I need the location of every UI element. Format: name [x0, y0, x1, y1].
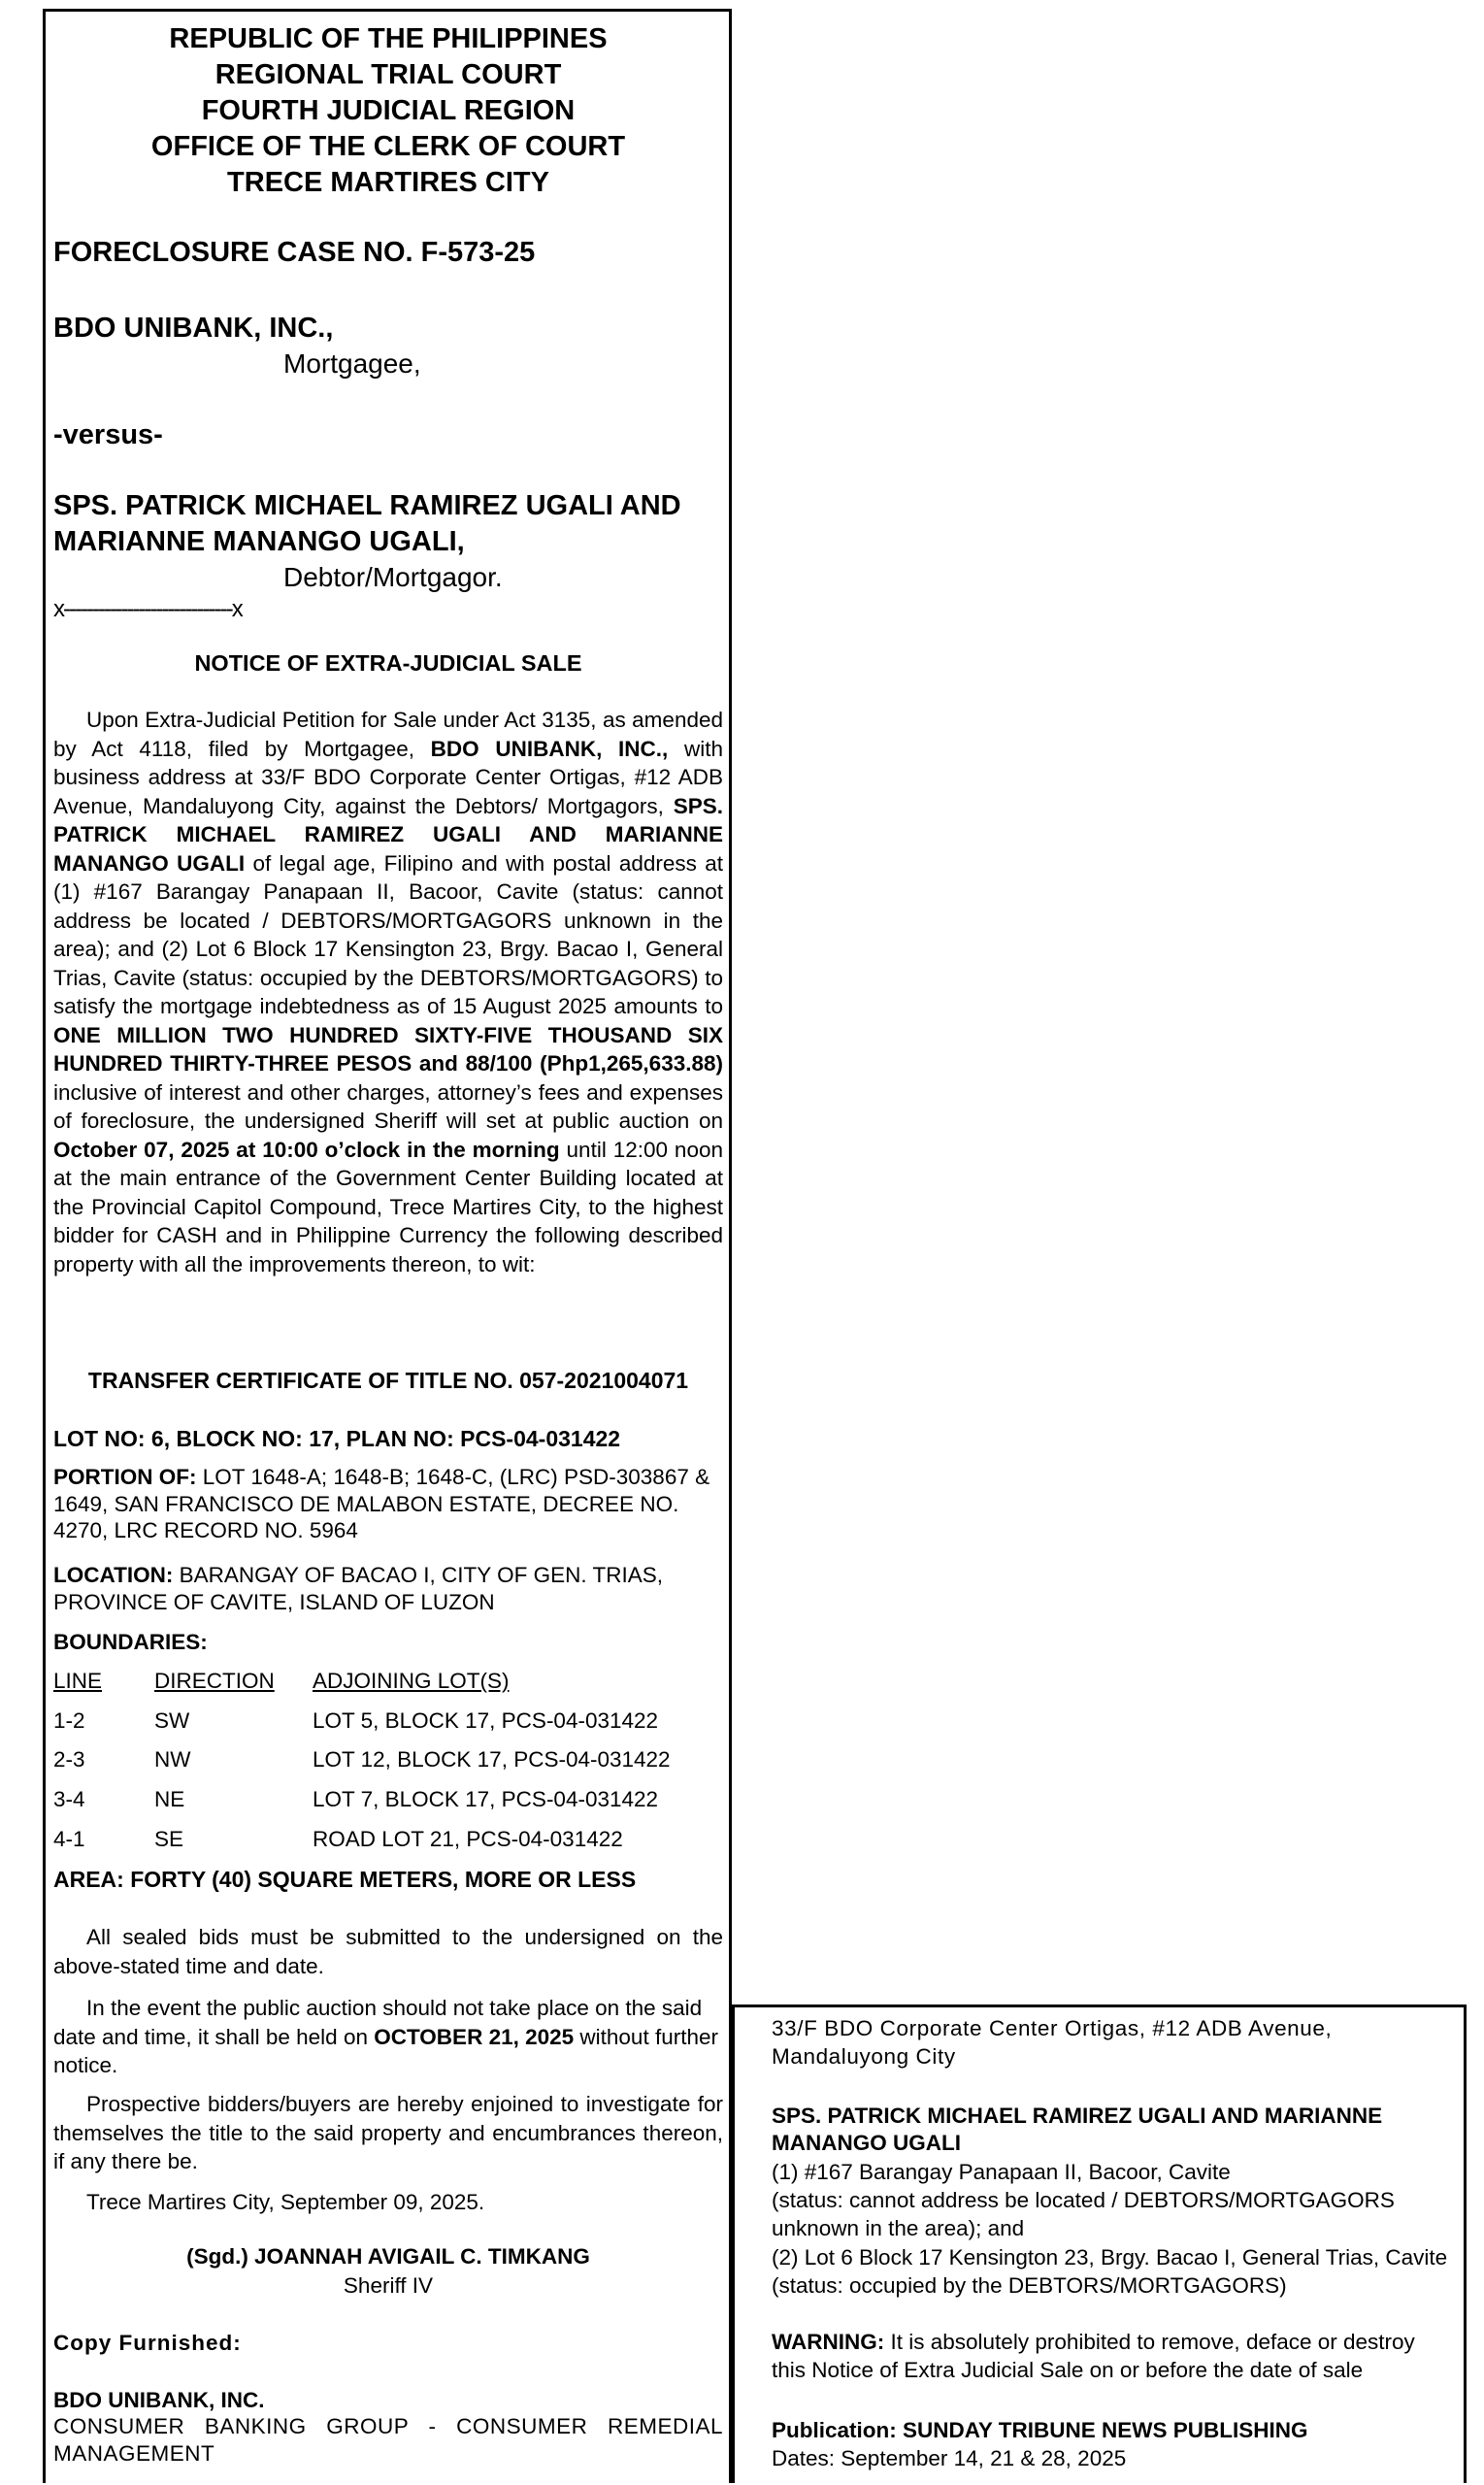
- bdo-name: BDO UNIBANK, INC.: [53, 2388, 265, 2412]
- portion-label: PORTION OF:: [53, 1465, 197, 1489]
- cell-direction: SW: [154, 1708, 190, 1733]
- header-line: REGIONAL TRIAL COURT: [214, 59, 562, 90]
- bids-text: All sealed bids must be submitted to the undersigned on the above-stated time and date.: [53, 1925, 723, 1978]
- publication-label: Publication: SUNDAY TRIBUNE NEWS PUBLISHING: [772, 2418, 1308, 2442]
- publication-dates: Dates: September 14, 21 & 28, 2025: [772, 2446, 1127, 2470]
- warning-label: WARNING:: [772, 2330, 885, 2354]
- body-text: of legal age, Filipino and with postal address at (1) #167 Barangay Panapaan II, Bacoor, Cavite (status: cannot address be located / DEBTORS/MORTGAGORS unknown in the area); and (2) Lot 6 Block 17 Kensington 23, Brgy. Bacao I, General Trias, Cavite (status: occupied by the DEBTORS/MORTGAGORS) to satisfy the mortgage indebtedness as of 15 August 2025 amounts to: [53, 850, 723, 1018]
- cell-direction: NW: [154, 1747, 191, 1772]
- cell-direction: SE: [154, 1827, 184, 1851]
- prospective-paragraph: [53, 2090, 723, 2176]
- boundaries-label: BOUNDARIES:: [53, 1630, 208, 1654]
- cell-adjoining: LOT 5, BLOCK 17, PCS-04-031422: [313, 1708, 659, 1733]
- dateline: Trece Martires City, September 09, 2025.: [86, 2190, 485, 2214]
- body-text: until 12:00 noon at the main entrance of the Government Center Building located at the Provincial Capitol Compound, Trece Martires City, to the highest bidder for CASH and in Philippine Currency the following described property with all the improvements thereon, to wit:: [53, 1137, 723, 1276]
- column-header: DIRECTION: [154, 1669, 275, 1693]
- bids-paragraph: [53, 1923, 723, 1980]
- mortgagee-name: BDO UNIBANK, INC.,: [53, 313, 334, 344]
- title-certificate: TRANSFER CERTIFICATE OF TITLE NO. 057-2021004071: [87, 1368, 689, 1393]
- header-line: OFFICE OF THE CLERK OF COURT: [150, 131, 626, 162]
- portion-text: LOT 1648-A; 1648-B; 1648-C, (LRC) PSD-303867 & 1649, SAN FRANCISCO DE MALABON ESTATE, DECREE NO. 4270, LRC RECORD NO. 5964: [53, 1465, 710, 1542]
- prospective-text: Prospective bidders/buyers are hereby enjoined to investigate for themselves the title to the said property and encumbrances thereon, if any there be.: [53, 2092, 723, 2173]
- body-text: with business address at 33/F BDO Corporate Center Ortigas, #12 ADB Avenue, Mandaluyong City, against the Debtors/ Mortgagors,: [53, 736, 724, 818]
- cell-line: 1-2: [53, 1708, 85, 1733]
- debtors-line-1: SPS. PATRICK MICHAEL RAMIREZ UGALI AND: [53, 490, 681, 521]
- body-bold: SPS. PATRICK MICHAEL RAMIREZ UGALI AND MARIANNE MANANGO UGALI: [53, 793, 723, 876]
- sps-address-2: (2) Lot 6 Block 17 Kensington 23, Brgy. Bacao I, General Trias, Cavite (status: occupied by the DEBTORS/MORTGAGORS): [772, 2245, 1448, 2298]
- case-number: FORECLOSURE CASE NO. F-573-25: [53, 237, 536, 268]
- body-bold: October 07, 2025 at 10:00 o’clock in the morning: [53, 1137, 560, 1162]
- cell-line: 2-3: [53, 1747, 85, 1772]
- area: AREA: FORTY (40) SQUARE METERS, MORE OR LESS: [53, 1867, 637, 1892]
- notice-title: NOTICE OF EXTRA-JUDICIAL SALE: [194, 650, 582, 676]
- cell-adjoining: LOT 12, BLOCK 17, PCS-04-031422: [313, 1747, 671, 1772]
- lot-line: LOT NO: 6, BLOCK NO: 17, PLAN NO: PCS-04-031422: [53, 1426, 621, 1451]
- body-bold: BDO UNIBANK, INC.,: [430, 736, 669, 761]
- event-text: In the event the public auction should not take place on the said date and time, it shall be held on: [53, 1996, 703, 2049]
- event-paragraph: [53, 1994, 723, 2080]
- header-line: FOURTH JUDICIAL REGION: [201, 95, 576, 126]
- event-text: without further notice.: [53, 2024, 718, 2077]
- location-label: LOCATION:: [53, 1563, 174, 1587]
- cell-adjoining: ROAD LOT 21, PCS-04-031422: [313, 1827, 623, 1851]
- sps-address-1-status: (status: cannot address be located / DEBTORS/MORTGAGORS unknown in the area); and: [772, 2188, 1395, 2240]
- copy-furnished-label: Copy Furnished:: [53, 2331, 242, 2355]
- main-paragraph: [53, 706, 723, 1278]
- warning-text: It is absolutely prohibited to remove, deface or destroy this Notice of Extra Judicial Sale on or before the date of sale: [772, 2330, 1415, 2382]
- event-date: OCTOBER 21, 2025: [374, 2024, 575, 2049]
- signatory-title: Sheriff IV: [343, 2273, 434, 2298]
- warning-paragraph: [772, 2328, 1453, 2384]
- body-bold: ONE MILLION TWO HUNDRED SIXTY-FIVE THOUSAND SIX HUNDRED THIRTY-THREE PESOS and 88/100 (Php1,265,633.88): [53, 1022, 723, 1076]
- signatory-name: (Sgd.) JOANNAH AVIGAIL C. TIMKANG: [186, 2244, 590, 2269]
- portion-paragraph: [53, 1464, 723, 1544]
- debtors-line-2: MARIANNE MANANGO UGALI,: [53, 526, 465, 557]
- sps-name: SPS. PATRICK MICHAEL RAMIREZ UGALI AND MARIANNE MANANGO UGALI: [772, 2104, 1383, 2155]
- location-paragraph: [53, 1562, 723, 1615]
- cell-direction: NE: [154, 1787, 185, 1811]
- cell-adjoining: LOT 7, BLOCK 17, PCS-04-031422: [313, 1787, 659, 1811]
- cell-line: 3-4: [53, 1787, 85, 1811]
- body-text: inclusive of interest and other charges, attorney’s fees and expenses of foreclosure, the undersigned Sheriff will set at public auction on: [53, 1079, 723, 1133]
- caption-separator: x-----------------------------x: [53, 596, 242, 622]
- location-text: BARANGAY OF BACAO I, CITY OF GEN. TRIAS, PROVINCE OF CAVITE, ISLAND OF LUZON: [53, 1563, 664, 1614]
- column-header: LINE: [53, 1669, 103, 1693]
- column-header: ADJOINING LOT(S): [313, 1669, 510, 1693]
- versus: -versus-: [53, 419, 163, 450]
- body-text: Upon Extra-Judicial Petition for Sale under Act 3135, as amended by Act 4118, filed by Mortgagee,: [53, 708, 723, 761]
- bdo-address: 33/F BDO Corporate Center Ortigas, #12 ADB Avenue, Mandaluyong City: [772, 2016, 1333, 2069]
- cell-line: 4-1: [53, 1827, 85, 1851]
- header-line: TRECE MARTIRES CITY: [227, 167, 549, 198]
- mortgagee-role: Mortgagee,: [283, 348, 421, 379]
- bdo-department: CONSUMER BANKING GROUP - CONSUMER REMEDIAL MANAGEMENT: [53, 2414, 723, 2466]
- debtors-role: Debtor/Mortgagor.: [283, 562, 503, 592]
- header-line: REPUBLIC OF THE PHILIPPINES: [169, 23, 608, 54]
- sps-address-1: (1) #167 Barangay Panapaan II, Bacoor, Cavite: [772, 2160, 1231, 2184]
